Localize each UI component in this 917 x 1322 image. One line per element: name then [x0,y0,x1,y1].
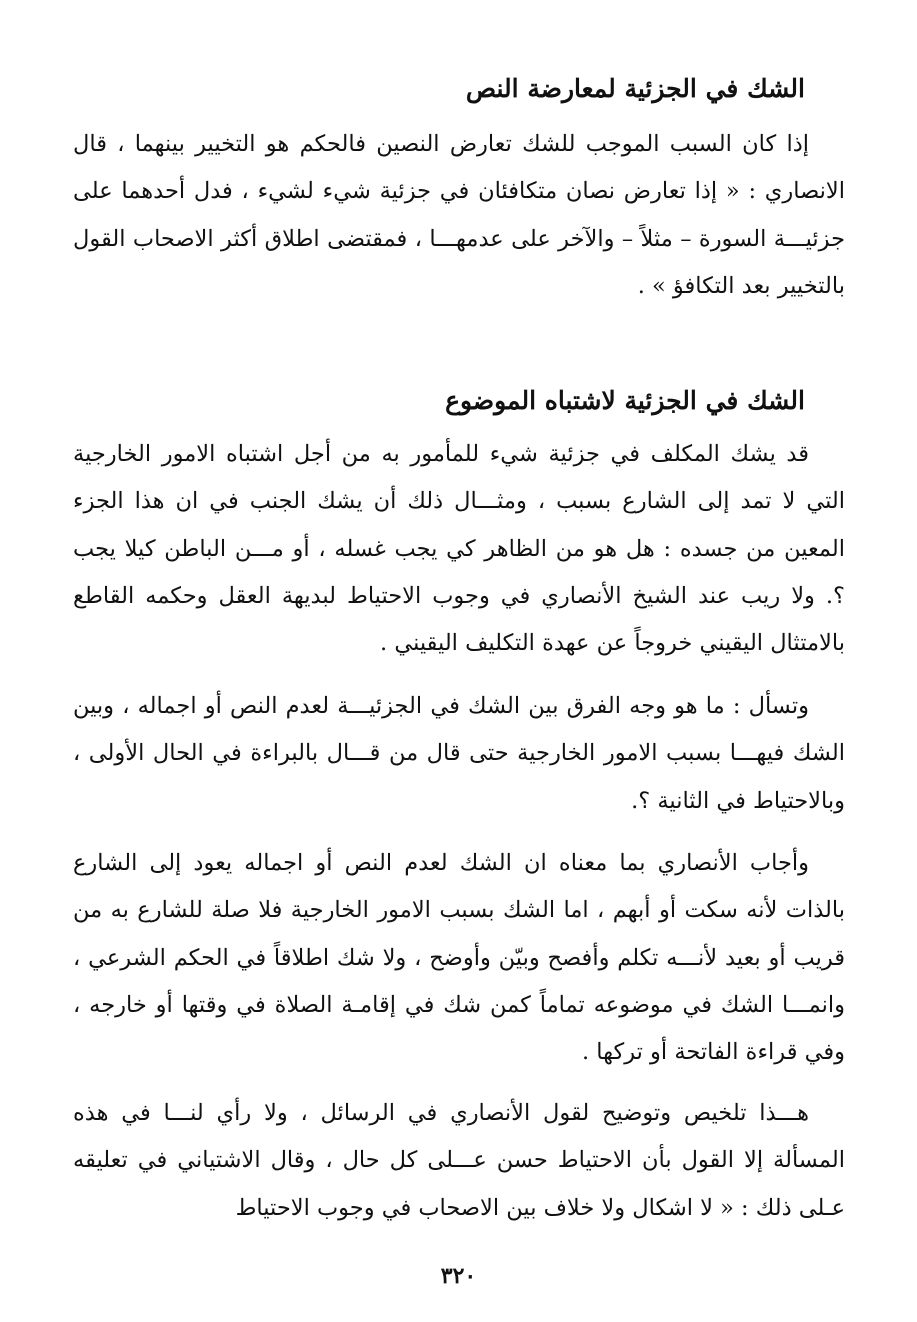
paragraph-ansari-answer: وأجاب الأنصاري بما معناه ان الشك لعدم النص أو اجماله يعود إلى الشارع بالذات لأنه سكت أو أبهم ، اما الشك بسبب الامور الخارجية فلا صلة للشارع به من قريب أو بعيد لأنـــه تكلم وأفصح وبيّن وأوضح ، ولا شك اطلاقاً في الحكم الشرعي ، وانمـــا الشك في موضوعه تماماً كمن شك في إقامـة الصلاة في وقتها أو خارجه ، وفي قراءة الفاتحة أو تركها . [73,850,845,1066]
paragraph-summary: هـــذا تلخيص وتوضيح لقول الأنصاري في الرسائل ، ولا رأي لنـــا في هذه المسألة إلا القول بأن الاحتياط حسن عـــلى كل حال ، وقال الاشتياني في تعليقه عـلى ذلك : « لا اشكال ولا خلاف بين الاصحاب في وجوب الاحتياط [73,1100,845,1221]
section-heading-subject-ambiguity: الشك في الجزئية لاشتباه الموضوع [445,385,805,415]
paragraph-mukallaf-doubt: قد يشك المكلف في جزئية شيء للمأمور به من أجل اشتباه الامور الخارجية التي لا تمد إلى الشارع بسبب ، ومثـــال ذلك أن يشك الجنب في ان هذا الجزء المعين من جسده : هل هو من الظاهر كي يجب غسله ، أو مـــن الباطن كيلا يجب ؟. ولا ريب عند الشيخ الأنصاري في وجوب الاحتياط لبديهة العقل وحكمه القاطع بالامتثال اليقيني خروجاً عن عهدة التكليف اليقيني . [73,441,845,657]
page-number: ٣٢٠ [440,1263,477,1289]
paragraph-question: وتسأل : ما هو وجه الفرق بين الشك في الجزئيـــة لعدم النص أو اجماله ، وبين الشك فيهـــا بسبب الامور الخارجية حتى قال من قـــال بالبراءة في الحال الأولى ، وبالاحتياط في الثانية ؟. [73,693,845,814]
section-heading-text-conflict: الشك في الجزئية لمعارضة النص [465,73,805,103]
paragraph-text-conflict: إذا كان السبب الموجب للشك تعارض النصين فالحكم هو التخيير بينهما ، قال الانصاري : « إذا تعارض نصان متكافئان في جزئية شيء لشيء ، فدل أحدهما على جزئيـــة السورة – مثلاً – والآخر على عدمهـــا ، فمقتضى اطلاق أكثر الاصحاب القول بالتخيير بعد التكافؤ » . [73,131,845,299]
